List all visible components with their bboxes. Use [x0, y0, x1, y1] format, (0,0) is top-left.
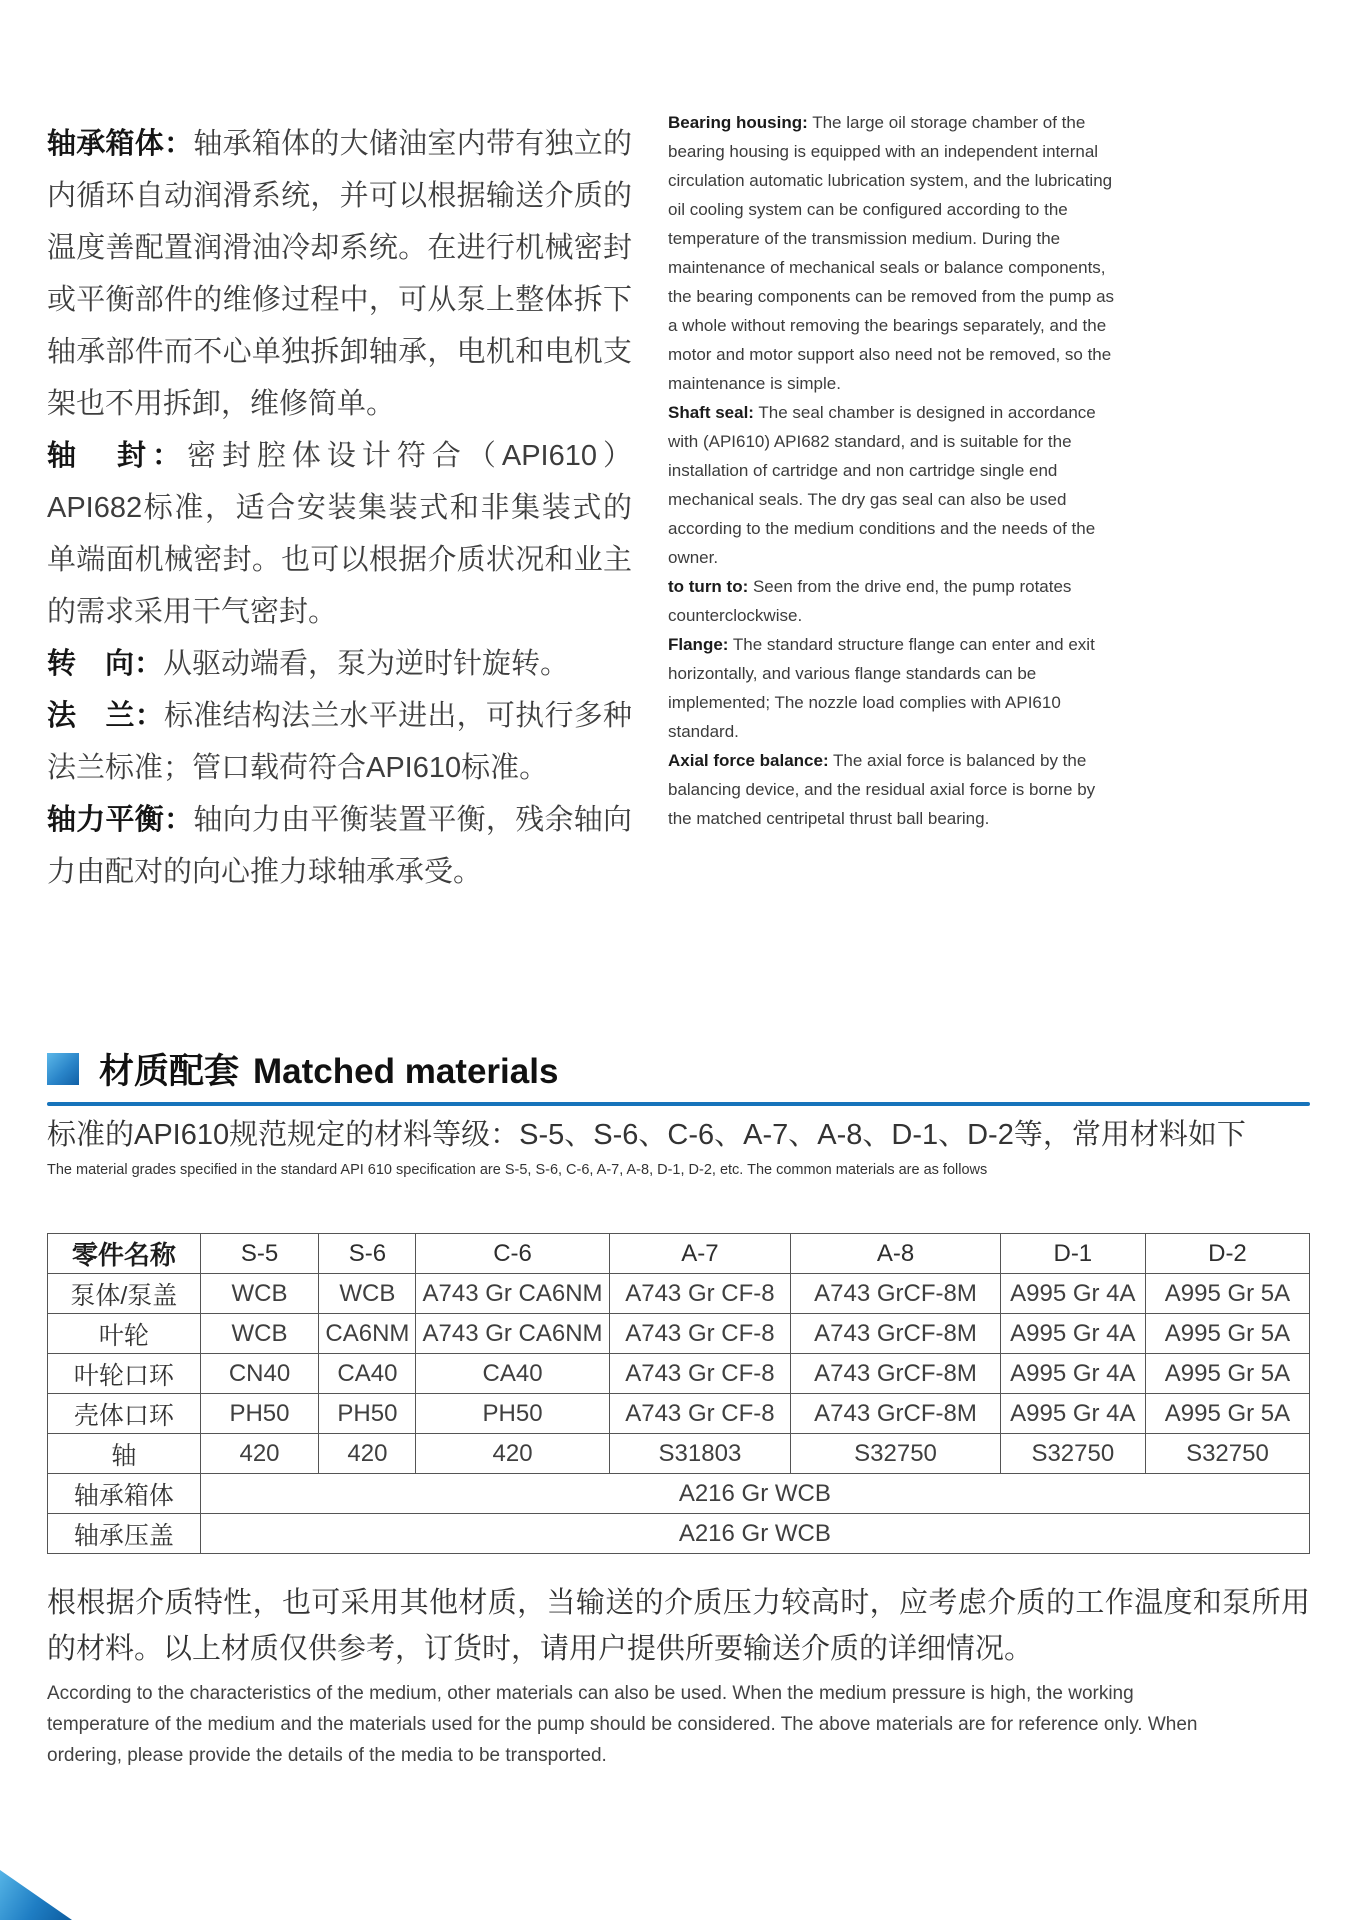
- table-cell: A995 Gr 4A: [1000, 1394, 1145, 1434]
- materials-table: [47, 1233, 1310, 1554]
- table-cell: S32750: [1000, 1434, 1145, 1474]
- feature-label: to turn to:: [668, 577, 749, 596]
- feature-body: The standard structure flange can enter and exit horizontally, and various flange standards can be implemented; The nozzle load complies with API610 standard.: [668, 635, 1095, 741]
- col-header-s6: S-6: [319, 1234, 416, 1274]
- feature-body: 轴向力由平衡装置平衡，残余轴向力由配对的向心推力球轴承承受。: [47, 804, 632, 888]
- feature-label: Flange:: [668, 635, 729, 654]
- feature-label: 轴 封：: [47, 440, 187, 472]
- feature-section: [0, 0, 1350, 898]
- corner-accent-decoration: [0, 1870, 72, 1920]
- feature-body: 轴承箱体的大储油室内带有独立的内循环自动润滑系统，并可以根据输送介质的温度善配置润滑油冷却系统。在进行机械密封或平衡部件的维修过程中，可从泵上整体拆下轴承部件而不心单独拆卸轴承，电机和电机支架也不用拆卸，维修简单。: [47, 128, 632, 420]
- col-header-s5: S-5: [200, 1234, 319, 1274]
- table-cell: CN40: [200, 1354, 319, 1394]
- feature-label: 轴力平衡：: [47, 804, 194, 836]
- table-cell: CA40: [416, 1354, 609, 1394]
- table-cell: A995 Gr 5A: [1145, 1274, 1309, 1314]
- feature-body: 从驱动端看，泵为逆时针旋转。: [163, 648, 570, 680]
- table-row: [48, 1314, 1310, 1354]
- table-row: [48, 1514, 1310, 1554]
- table-cell: PH50: [416, 1394, 609, 1434]
- table-cell: A995 Gr 4A: [1000, 1274, 1145, 1314]
- footer-note-en: According to the characteristics of the medium, other materials can also be used. When the medium pressure is high, the working temperature of the medium and the materials used for the pump should be considered. The above materials are for reference only. When ordering, please provide the details of the media to be transported.: [47, 1683, 1198, 1766]
- table-cell: S31803: [609, 1434, 791, 1474]
- feature-body: 标准结构法兰水平进出，可执行多种法兰标准；管口载荷符合API610标准。: [47, 700, 632, 784]
- table-cell: WCB: [200, 1274, 319, 1314]
- section-divider: [47, 1102, 1310, 1106]
- table-row: [48, 1434, 1310, 1474]
- footer-note-zh: 根根据介质特性，也可采用其他材质，当输送的介质压力较高时，应考虑介质的工作温度和泵所用的材料。以上材质仅供参考，订货时，请用户提供所要输送介质的详细情况。: [47, 1587, 1310, 1665]
- feature-body: The axial force is balanced by the balancing device, and the residual axial force is borne by the matched centripetal thrust ball bearing.: [668, 751, 1096, 828]
- feature-en-bearing-housing: [668, 108, 1120, 398]
- feature-label: Axial force balance:: [668, 751, 829, 770]
- feature-en-axial-balance: [668, 746, 1120, 833]
- section-header: [47, 1044, 1350, 1094]
- table-cell: A743 Gr CF-8: [609, 1274, 791, 1314]
- table-cell: A743 Gr CA6NM: [416, 1274, 609, 1314]
- feature-label: Bearing housing:: [668, 113, 808, 132]
- part-name-cell: 轴承压盖: [48, 1514, 201, 1554]
- feature-label: 轴承箱体：: [47, 128, 194, 160]
- merged-cell: A216 Gr WCB: [200, 1474, 1309, 1514]
- table-cell: CA6NM: [319, 1314, 416, 1354]
- table-row: [48, 1354, 1310, 1394]
- features-chinese-column: [47, 108, 632, 898]
- table-cell: A743 Gr CA6NM: [416, 1314, 609, 1354]
- feature-label: 法 兰：: [47, 700, 165, 732]
- table-cell: A995 Gr 5A: [1145, 1354, 1309, 1394]
- col-header-d1: D-1: [1000, 1234, 1145, 1274]
- col-header-d2: D-2: [1145, 1234, 1309, 1274]
- section-bullet-icon: [47, 1053, 79, 1085]
- table-header-row: [48, 1234, 1310, 1274]
- part-name-cell: 轴: [48, 1434, 201, 1474]
- feature-zh-shaft-seal: [47, 430, 632, 638]
- feature-body: The seal chamber is designed in accordance with (API610) API682 standard, and is suitable for the installation of cartridge and non cartridge single end mechanical seals. The dry gas seal can also be used according to the medium conditions and the needs of the owner.: [668, 403, 1096, 567]
- table-row: [48, 1394, 1310, 1434]
- table-cell: A743 Gr CF-8: [609, 1394, 791, 1434]
- table-row: [48, 1474, 1310, 1514]
- materials-intro-en: The material grades specified in the standard API 610 specification are S-5, S-6, C-6, A-7, A-8, D-1, D-2, etc. The common materials are as follows: [47, 1162, 988, 1178]
- table-cell: A743 GrCF-8M: [791, 1314, 1000, 1354]
- feature-zh-flange: [47, 690, 632, 794]
- table-cell: A995 Gr 4A: [1000, 1314, 1145, 1354]
- col-header-c6: C-6: [416, 1234, 609, 1274]
- feature-body: 密封腔体设计符合（API610）API682标准，适合安装集装式和非集装式的单端面机械密封。也可以根据介质状况和业主的需求采用干气密封。: [47, 440, 632, 628]
- materials-intro-zh: 标准的API610规范规定的材料等级：S-5、S-6、C-6、A-7、A-8、D-1、D-2等，常用材料如下: [47, 1119, 1246, 1151]
- col-header-a8: A-8: [791, 1234, 1000, 1274]
- feature-label: 转 向：: [47, 648, 164, 680]
- section-title: [99, 1044, 558, 1094]
- feature-zh-rotation: [47, 638, 632, 690]
- feature-en-rotation: [668, 572, 1120, 630]
- merged-cell: A216 Gr WCB: [200, 1514, 1309, 1554]
- part-name-cell: 叶轮: [48, 1314, 201, 1354]
- feature-en-shaft-seal: [668, 398, 1120, 572]
- feature-body: Seen from the drive end, the pump rotates counterclockwise.: [668, 577, 1072, 625]
- table-cell: PH50: [319, 1394, 416, 1434]
- section-title-zh: 材质配套: [99, 1052, 240, 1091]
- table-cell: A743 Gr CF-8: [609, 1314, 791, 1354]
- feature-zh-axial-balance: [47, 794, 632, 898]
- table-cell: CA40: [319, 1354, 416, 1394]
- table-cell: 420: [319, 1434, 416, 1474]
- table-cell: S32750: [791, 1434, 1000, 1474]
- table-cell: A995 Gr 5A: [1145, 1394, 1309, 1434]
- features-english-column: [668, 108, 1120, 898]
- part-name-cell: 叶轮口环: [48, 1354, 201, 1394]
- part-name-cell: 壳体口环: [48, 1394, 201, 1434]
- table-cell: WCB: [200, 1314, 319, 1354]
- table-cell: A743 Gr CF-8: [609, 1354, 791, 1394]
- feature-label: Shaft seal:: [668, 403, 754, 422]
- table-cell: 420: [200, 1434, 319, 1474]
- col-header-a7: A-7: [609, 1234, 791, 1274]
- table-cell: A995 Gr 4A: [1000, 1354, 1145, 1394]
- table-cell: PH50: [200, 1394, 319, 1434]
- feature-zh-bearing-housing: [47, 118, 632, 430]
- table-cell: S32750: [1145, 1434, 1309, 1474]
- feature-body: The large oil storage chamber of the bearing housing is equipped with an independent internal circulation automatic lubrication system, and the lubricating oil cooling system can be configured according to the temperature of the transmission medium. During the maintenance of mechanical seals or balance components, the bearing components can be removed from the pump as a whole without removing the bearings separately, and the motor and motor support also need not be removed, so the maintenance is simple.: [668, 113, 1115, 393]
- table-row: [48, 1274, 1310, 1314]
- table-cell: WCB: [319, 1274, 416, 1314]
- section-title-en: Matched materials: [253, 1052, 559, 1091]
- part-name-cell: 轴承箱体: [48, 1474, 201, 1514]
- table-cell: A743 GrCF-8M: [791, 1354, 1000, 1394]
- feature-en-flange: [668, 630, 1120, 746]
- table-cell: 420: [416, 1434, 609, 1474]
- table-cell: A743 GrCF-8M: [791, 1394, 1000, 1434]
- table-cell: A995 Gr 5A: [1145, 1314, 1309, 1354]
- table-cell: A743 GrCF-8M: [791, 1274, 1000, 1314]
- part-name-cell: 泵体/泵盖: [48, 1274, 201, 1314]
- col-header-part-name: 零件名称: [48, 1234, 201, 1274]
